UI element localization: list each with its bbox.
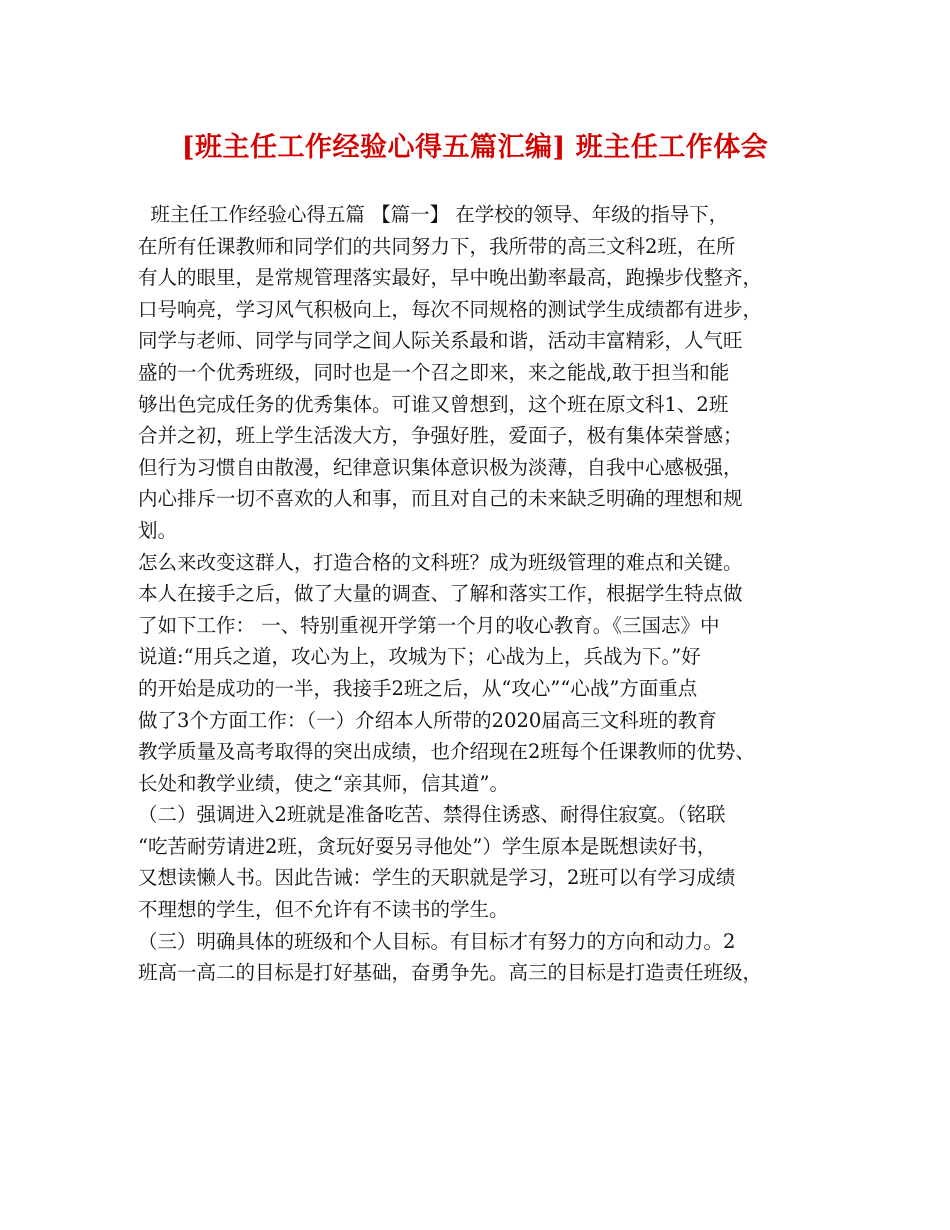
text-line: 有人的眼里，是常规管理落实最好，早中晚出勤率最高，跑操步伐整齐，: [138, 266, 763, 290]
text-line: 在所有任课教师和同学们的共同努力下，我所带的高三文科2班，在所: [138, 234, 736, 258]
text-line: 内心排斥一切不喜欢的人和事，而且对自己的未来缺乏明确的理想和规: [138, 487, 743, 511]
text-line: 又想读懒人书。因此告诫：学生的天职就是学习，2班可以有学习成绩: [138, 866, 736, 890]
text-line: （二）强调进入2班就是准备吃苦、禁得住诱惑、耐得住寂寞。（铭联: [138, 803, 726, 827]
text-line: 不理想的学生，但不允许有不读书的学生。: [138, 898, 509, 922]
text-line: 了如下工作： 一、特别重视开学第一个月的收心教育。《三国志》中: [138, 613, 720, 637]
text-line: “吃苦耐劳请进2班，贪玩好耍另寻他处”）学生原本是既想读好书，: [138, 834, 717, 858]
text-line: 划。: [138, 518, 178, 542]
text-line: 口号响亮，学习风气积极向上，每次不同规格的测试学生成绩都有进步，: [138, 297, 763, 321]
text-line: （三）明确具体的班级和个人目标。有目标才有努力的方向和动力。2: [138, 929, 736, 953]
text-line: 班主任工作经验心得五篇 【篇一】 在学校的领导、年级的指导下，: [138, 203, 729, 226]
text-line: 但行为习惯自由散漫，纪律意识集体意识极为淡薄，自我中心感极强，: [138, 455, 743, 479]
document-title: [班主任工作经验心得五篇汇编] 班主任工作体会: [181, 132, 769, 163]
text-line: 同学与老师、同学与同学之间人际关系最和谐，活动丰富精彩，人气旺: [138, 329, 743, 353]
text-line: 教学质量及高考取得的突出成绩，也介绍现在2班每个任课教师的优势、: [138, 740, 755, 764]
text-line: 长处和教学业绩，使之“亲其师，信其道”。: [138, 771, 509, 795]
text-line: 盛的一个优秀班级，同时也是一个召之即来，来之能战,敢于担当和能: [138, 360, 730, 384]
text-line: 说道:“用兵之道，攻心为上，攻城为下；心战为上，兵战为下。”好: [138, 645, 701, 669]
text-line: 本人在接手之后，做了大量的调查、了解和落实工作，根据学生特点做: [138, 582, 743, 606]
text-line: 的开始是成功的一半，我接手2班之后，从“攻心”“心战”方面重点: [138, 676, 698, 700]
text-line: 做了3个方面工作：（一）介绍本人所带的2020届高三文科班的教育: [138, 708, 717, 732]
document-body: [138, 199, 818, 989]
text-line: 合并之初，班上学生活泼大方，争强好胜，爱面子，极有集体荣誉感；: [138, 424, 743, 448]
text-line: 班高一高二的目标是打好基础，奋勇争先。高三的目标是打造责任班级，: [138, 961, 763, 985]
text-line: 怎么来改变这群人，打造合格的文科班？成为班级管理的难点和关键。: [138, 550, 743, 574]
text-line: 够出色完成任务的优秀集体。可谁又曾想到，这个班在原文科1、2班: [138, 392, 729, 416]
